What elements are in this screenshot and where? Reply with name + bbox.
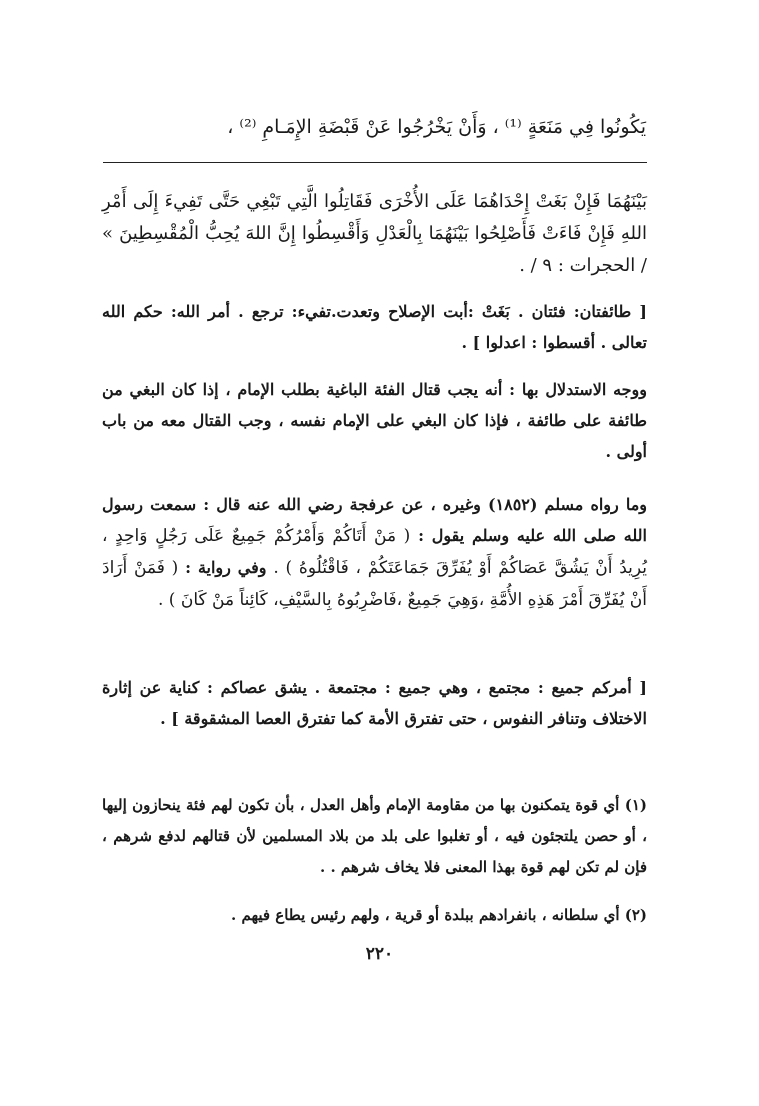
hadith-text: ( مَنْ أَتَاكُمْ وَأَمْرُكُمْ جَمِيعٌ عَلَى رَجُلٍ وَاحِدٍ ، يُرِيدُ أَنْ يَشُقَّ عَصَاكُمْ أَوْ يُفَرِّقَ جَمَاعَتَكُمْ ، فَاقْتُلُوهُ ) . <box>102 526 648 578</box>
hadith-paragraph <box>102 489 647 616</box>
text-divider <box>103 162 647 163</box>
footnote-1: (١) أي قوة يتمكنون بها من مقاومة الإمام وأهل العدل ، بأن تكون لهم فئة ينحازون إليها ، أو حصن يلتجئون فيه ، أو تغلبوا على بلد من بلاد المسلمين لأن قتالهم لدفع شرهم ، فإن لم تكن لهم قوة بهذا المعنى فلا يخاف شرهم . . <box>102 796 647 876</box>
hadith-variant-intro: وفي رواية : <box>185 558 267 577</box>
verse-glossary: [ طائفتان: فئتان . بَغَتْ :أبت الإصلاح وتعدت.تفيء: ترجع . أمر الله: حكم الله تعالى . أقسطوا : اعدلوا ] . <box>102 302 647 352</box>
hadith-intro: وما رواه مسلم (١٨٥٢) وغيره ، عن عرفجة رضي الله عنه قال : سمعت رسول الله صلى الله عليه وسلم يقول : <box>102 495 647 545</box>
continuation-line: يَكُونُوا فِي مَنَعَةٍ ⁽¹⁾ ، وَأَنْ يَخْرُجُوا عَنْ قَبْضَةِ الإِمَـامِ ⁽²⁾ ، <box>227 116 646 138</box>
hadith-variant-text: ( فَمَنْ أَرَادَ أَنْ يُفَرِّقَ أَمْرَ هَذِهِ الأُمَّةِ ،وَهِيَ جَمِيعٌ ،فَاضْرِبُوهُ بِالسَّيْفِ، كَائِناً مَنْ كَانَ ) . <box>102 558 647 610</box>
quran-verse: بَيْنَهُمَا فَإِنْ بَغَتْ إِحْدَاهُمَا عَلَى الأُخْرَى فَقَاتِلُوا الَّتِي تَبْغِي حَتَّى تَفِيءَ إِلَى أَمْرِ اللهِ فَإِنْ فَاءَتْ فَأَصْلِحُوا بَيْنَهُمَا بِالْعَدْلِ وَأَقْسِطُوا إِنَّ اللهَ يُحِبُّ الْمُقْسِطِينَ » / الحجرات : ٩ / . <box>102 191 647 276</box>
page-number: ٢٢٠ <box>365 944 394 964</box>
inference-paragraph: ووجه الاستدلال بها : أنه يجب قتال الفئة الباغية بطلب الإمام ، إذا كان البغي من طائفة على طائفة ، فإذا كان البغي على الإمام نفسه ، وجب القتال معه من باب أولى . <box>102 380 647 461</box>
hadith-glossary: [ أمركم جميع : مجتمع ، وهي جميع : مجتمعة . يشق عصاكم : كناية عن إثارة الاختلاف وتنافر النفوس ، حتى تفترق الأمة كما تفترق العصا المشقوقة ] . <box>102 678 647 728</box>
footnote-2: (٢) أي سلطانه ، بانفرادهم ببلدة أو قرية ، ولهم رئيس يطاع فيهم . <box>231 906 647 924</box>
